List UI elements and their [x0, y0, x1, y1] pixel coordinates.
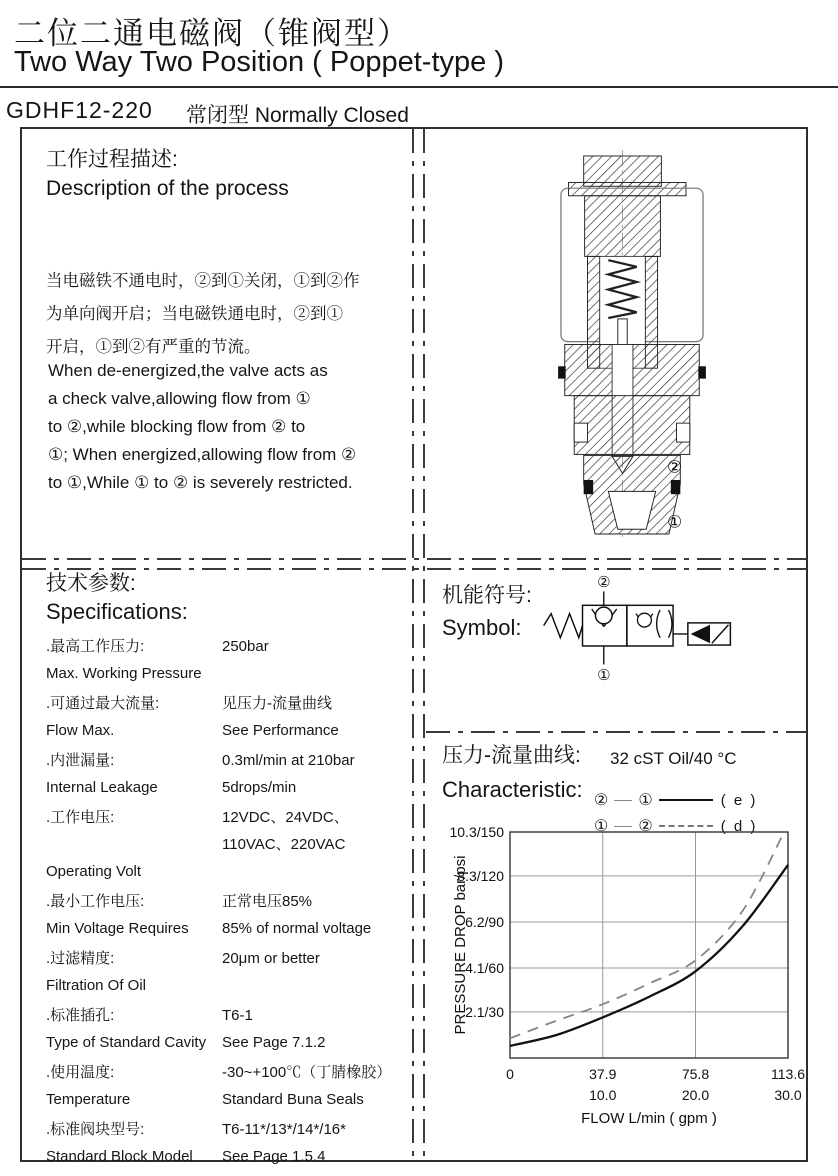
svg-text:4.1/60: 4.1/60 [465, 960, 504, 977]
paragraph-line: 当电磁铁不通电时，②到①关闭，①到②作 [46, 272, 360, 290]
symbol-poppet-ball-2 [637, 613, 651, 627]
valve-cross-section-drawing [542, 142, 722, 547]
spec-label: Type of Standard Cavity [46, 1034, 207, 1051]
symbol-orifice-left [657, 610, 660, 638]
model-number: GDHF12-220 [6, 97, 153, 123]
svg-text:FLOW L/min ( gpm ): FLOW L/min ( gpm ) [581, 1110, 717, 1127]
legend-flow-dash [614, 800, 632, 801]
spec-label: Internal Leakage [46, 779, 158, 796]
description-paragraph-cn [46, 265, 360, 364]
spec-label: .使用温度: [46, 1064, 115, 1081]
svg-text:6.2/90: 6.2/90 [465, 913, 504, 930]
svg-text:2.1/30: 2.1/30 [465, 1003, 504, 1020]
legend-from-port: ② [594, 792, 609, 809]
characteristic-heading-en: Characteristic: [442, 777, 583, 802]
legend-from-port: ① [594, 818, 609, 835]
spec-label: Filtration Of Oil [46, 977, 147, 994]
symbol-position-open [627, 605, 673, 646]
o-ring-lower-left [584, 480, 593, 494]
specifications-heading-cn: 技术参数: [46, 572, 136, 595]
spec-label: .标准插孔: [46, 1007, 115, 1024]
spec-row [46, 747, 408, 801]
spec-value: See Page 7.1.2 [222, 1034, 326, 1051]
spec-value: -30~+100℃（丁腈橡胶） [222, 1064, 392, 1081]
spec-value [222, 660, 408, 687]
svg-text:8.3/120: 8.3/120 [457, 867, 504, 884]
o-ring-lower-right [671, 480, 680, 494]
port-window-left [574, 423, 587, 442]
drawing-port-2-label: ② [667, 457, 683, 477]
spec-value [222, 972, 408, 999]
legend-tag: ( d ) [720, 817, 758, 835]
svg-text:0: 0 [506, 1066, 514, 1082]
characteristic-heading-cn: 压力-流量曲线: [442, 744, 581, 767]
valve-top-flange [569, 183, 686, 196]
vertical-divider-line-1 [412, 129, 414, 1160]
armature-core [585, 196, 661, 257]
spec-value: 正常电压85% [222, 893, 313, 910]
paragraph-line: a check valve,allowing flow from ① [48, 389, 311, 408]
oil-condition-note: 32 cST Oil/40 °C [610, 749, 737, 768]
spec-row [46, 888, 408, 942]
o-ring-upper-right [698, 366, 706, 378]
spec-value: 85% of normal voltage [222, 920, 372, 937]
paragraph-line: 开启，①到②有严重的节流。 [46, 338, 261, 356]
horizontal-divider-line-2 [22, 568, 806, 570]
paragraph-line: When de-energized,the valve acts as [48, 361, 328, 380]
spec-row [46, 633, 408, 687]
hydraulic-symbol [540, 571, 808, 696]
legend-line-sample-solid [659, 799, 713, 801]
spec-label: .最小工作电压: [46, 893, 145, 910]
horizontal-divider-line-1 [22, 558, 806, 560]
spec-row [46, 945, 408, 999]
svg-text:10.0: 10.0 [589, 1087, 617, 1103]
svg-text:37.9: 37.9 [589, 1066, 617, 1082]
spec-label: .工作电压: [46, 809, 115, 826]
symbol-poppet-ball [595, 607, 612, 624]
spec-label: Min Voltage Requires [46, 920, 189, 937]
flow-pressure-chart [450, 807, 810, 1159]
spec-label: .过滤精度: [46, 950, 115, 967]
spec-value: 5drops/min [222, 779, 297, 796]
spec-label: Operating Volt [46, 863, 142, 880]
spec-label: .内泄漏量: [46, 752, 115, 769]
spec-row [46, 804, 408, 885]
svg-text:20.0: 20.0 [681, 1087, 710, 1103]
cartridge-body [574, 396, 690, 455]
svg-text:75.8: 75.8 [681, 1066, 710, 1082]
spec-value: 250bar [222, 638, 269, 655]
paragraph-line: to ①,While ① to ② is severely restricted. [48, 473, 353, 492]
drawing-port-1-label: ① [667, 512, 683, 532]
symbol-heading-en: Symbol: [442, 615, 522, 640]
o-ring-upper-left [558, 366, 566, 378]
spec-label: .最高工作压力: [46, 638, 145, 655]
paragraph-line: 为单向阀开启；当电磁铁通电时，②到① [46, 305, 343, 323]
svg-text:30.0: 30.0 [774, 1087, 802, 1103]
spec-value: 20μm or better [222, 950, 320, 967]
legend-to-port: ② [638, 818, 653, 835]
description-heading-cn: 工作过程描述: [46, 148, 178, 171]
spec-label: Flow Max. [46, 722, 115, 739]
valve-top-nut [584, 156, 662, 186]
spec-value [222, 858, 408, 885]
spec-label: Max. Working Pressure [46, 665, 202, 682]
svg-text:PRESSURE DROP bar/psi: PRESSURE DROP bar/psi [452, 855, 469, 1035]
spec-value: T6-11*/13*/14*/16* [222, 1121, 346, 1138]
description-paragraph-en [48, 357, 356, 497]
content-frame [20, 127, 808, 1165]
symbol-port-2-label: ② [597, 574, 611, 591]
spec-value: See Performance [222, 722, 339, 739]
type-subtitle: 常闭型 Normally Closed [186, 104, 409, 127]
spec-value: T6-1 [222, 1007, 253, 1024]
page-title-en: Two Way Two Position ( Poppet-type ) [14, 46, 504, 78]
paragraph-line: ①; When energized,allowing flow from ② [48, 445, 357, 464]
description-heading-en: Description of the process [46, 177, 289, 200]
spec-row [46, 1002, 408, 1056]
spec-row [46, 1116, 408, 1170]
spec-table [46, 633, 408, 1173]
symbol-heading-cn: 机能符号: [442, 584, 532, 607]
paragraph-line: to ②,while blocking flow from ② to [48, 417, 306, 436]
spec-label: .标准阀块型号: [46, 1121, 145, 1138]
spec-label: Standard Block Model [46, 1148, 193, 1165]
spec-row [46, 1059, 408, 1113]
port-window-right [677, 423, 690, 442]
legend-to-port: ① [638, 792, 653, 809]
page-title-cn: 二位二通电磁阀（锥阀型） [14, 16, 410, 51]
spec-value: 0.3ml/min at 210bar [222, 752, 355, 769]
symbol-orifice-right [668, 610, 671, 638]
spec-value: 见压力-流量曲线 [222, 695, 332, 712]
symbol-port-1-label: ① [597, 668, 611, 685]
vertical-divider-line-2 [423, 129, 425, 1160]
title-divider [0, 86, 838, 88]
spec-label: Temperature [46, 1091, 131, 1108]
spec-value: See Page 1.5.4 [222, 1148, 326, 1165]
legend-tag: ( e ) [720, 791, 758, 809]
svg-text:113.6: 113.6 [771, 1066, 805, 1082]
svg-text:10.3/150: 10.3/150 [450, 824, 504, 840]
spec-value: 12VDC、24VDC、110VAC、220VAC [222, 809, 349, 853]
symbol-spring [544, 614, 583, 638]
spec-value: Standard Buna Seals [222, 1091, 364, 1108]
symbol-characteristic-divider [426, 731, 806, 733]
spec-row [46, 690, 408, 744]
specifications-heading-en: Specifications: [46, 599, 188, 624]
spec-label: .可通过最大流量: [46, 695, 160, 712]
